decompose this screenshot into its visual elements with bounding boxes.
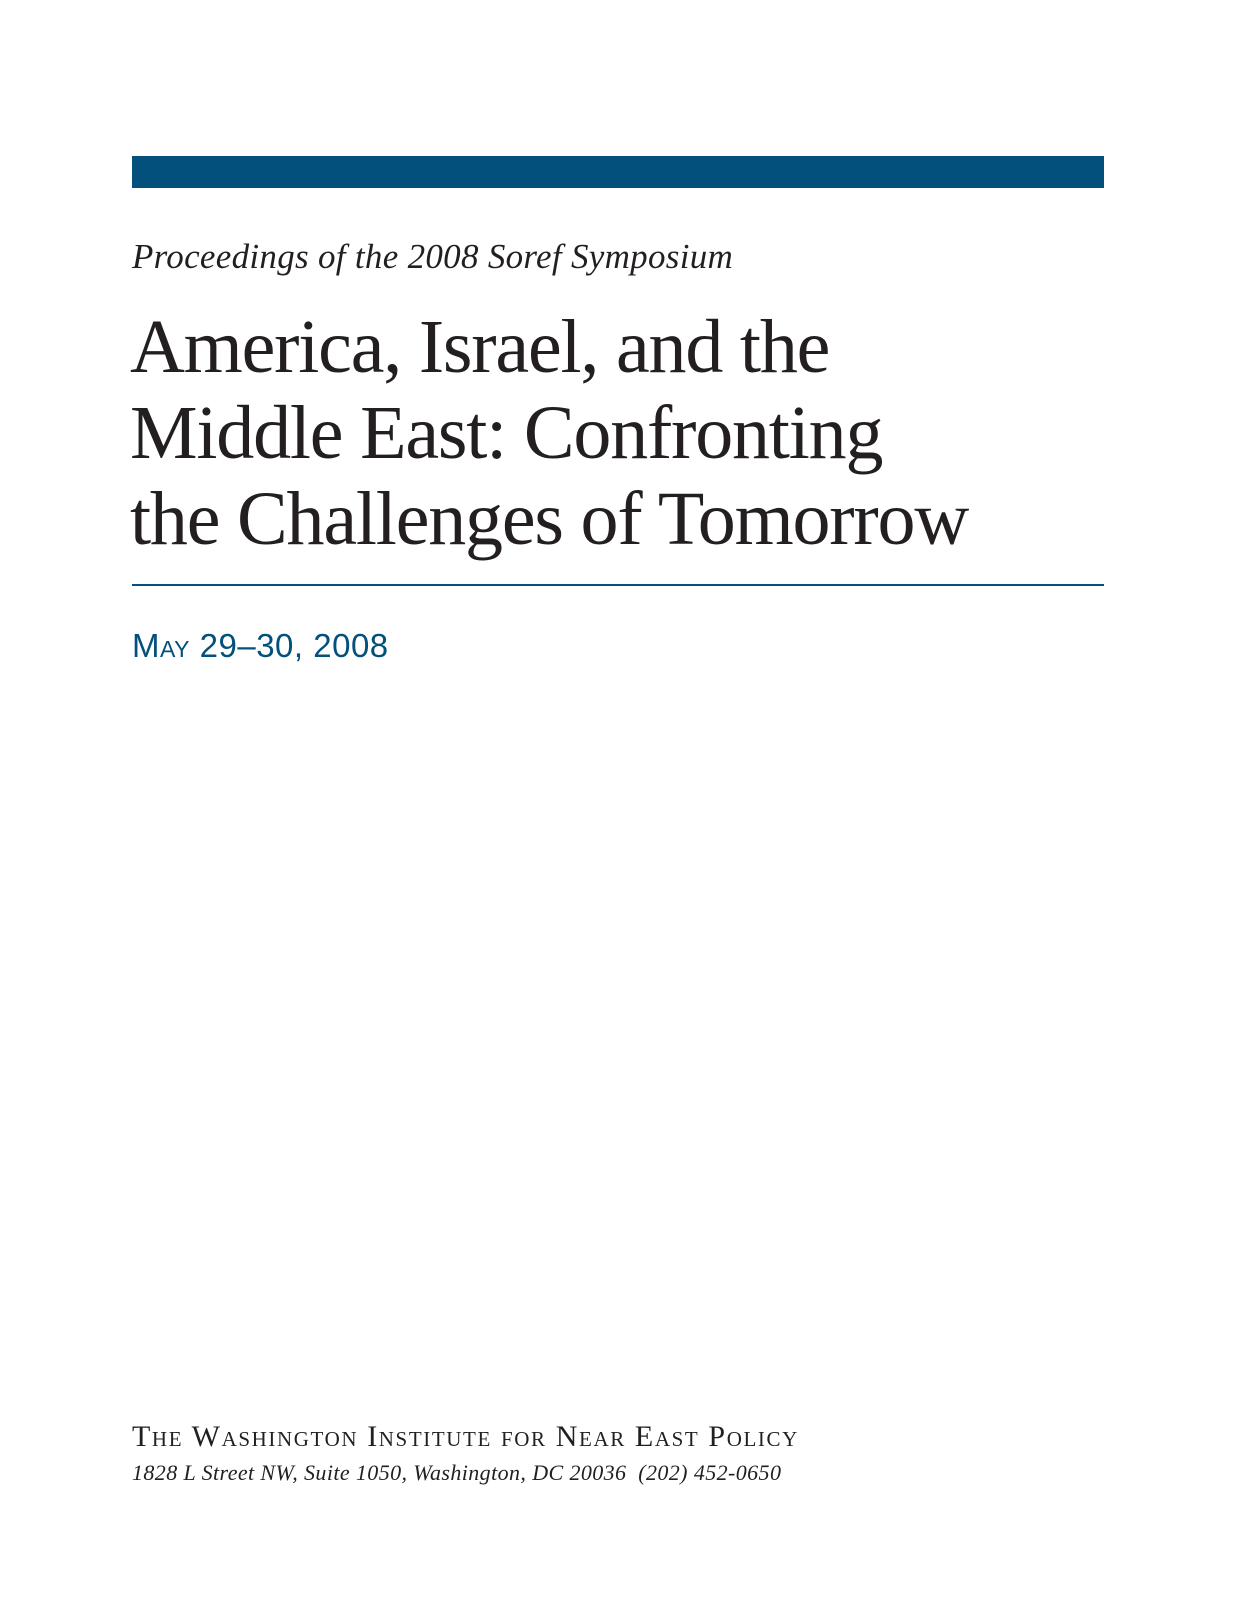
symposium-subtitle: Proceedings of the 2008 Soref Symposium [132, 237, 734, 276]
title-divider [132, 584, 1104, 586]
event-date: May 29–30, 2008 [132, 627, 389, 664]
title-line-2: Middle East: Confronting [130, 391, 883, 475]
publisher-name: The Washington Institute for Near East Policy [132, 1420, 799, 1453]
title-line-3: the Challenges of Tomorrow [130, 477, 969, 561]
document-title [130, 304, 1130, 562]
title-line-1: America, Israel, and the [130, 305, 830, 389]
header-color-bar [132, 156, 1104, 188]
publisher-address: 1828 L Street NW, Suite 1050, Washington, DC 20036 (202) 452-0650 [132, 1460, 782, 1485]
